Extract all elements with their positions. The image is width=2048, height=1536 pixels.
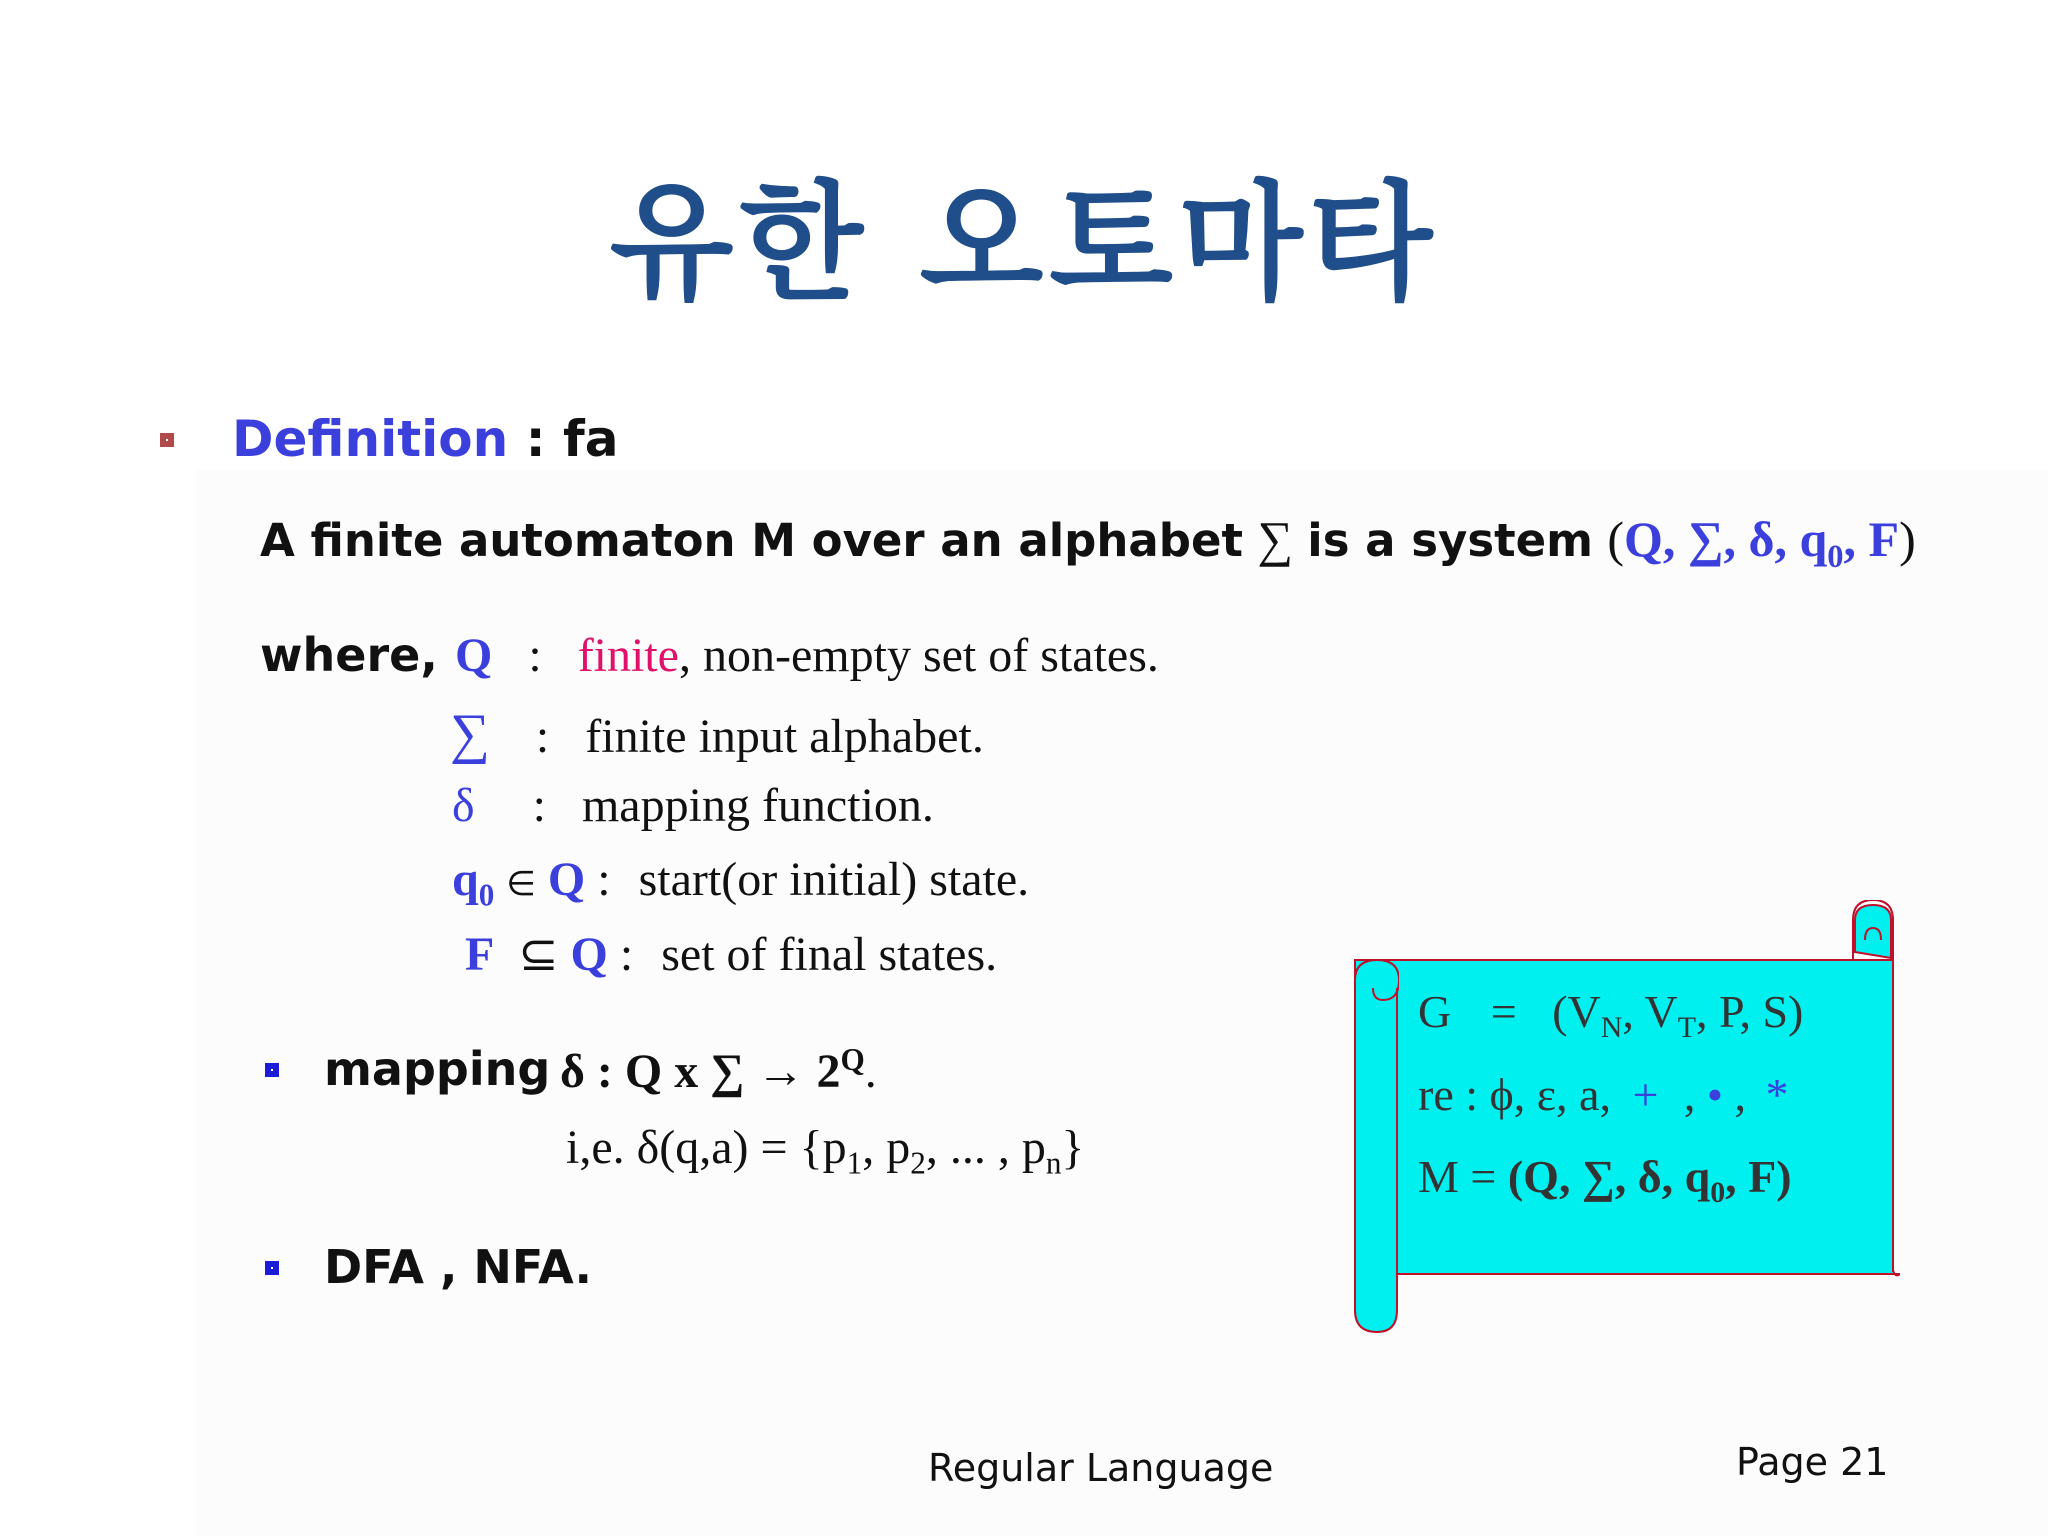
types-label: DFA , NFA. bbox=[324, 1240, 593, 1294]
formula-end: . bbox=[864, 1045, 877, 1098]
page-number: Page 21 bbox=[1736, 1440, 1889, 1484]
where-colon: : bbox=[597, 853, 611, 906]
where-item-q0 bbox=[452, 852, 1029, 914]
mapping-example bbox=[566, 1120, 1084, 1182]
ie-prefix: i,e. δ(q,a) = {p bbox=[566, 1121, 847, 1174]
re-comma2: , bbox=[1734, 1069, 1747, 1120]
definition-statement bbox=[260, 510, 1916, 576]
where-sym: Q bbox=[455, 629, 493, 682]
ie-p1: 1 bbox=[846, 1145, 863, 1181]
formula-sup: Q bbox=[840, 1042, 865, 1077]
g-open: (V bbox=[1552, 986, 1601, 1037]
ie-p2: 2 bbox=[910, 1145, 926, 1181]
g-vn-sub: N bbox=[1600, 1011, 1623, 1045]
m-tuple-wrap bbox=[1507, 1151, 1792, 1210]
ie-end: } bbox=[1061, 1121, 1085, 1174]
where-colon: : bbox=[619, 928, 634, 981]
mapping-formula bbox=[560, 1042, 877, 1099]
where-sym: q bbox=[452, 853, 479, 906]
formula-body: δ : Q x ∑ → 2 bbox=[560, 1045, 841, 1098]
where-set: Q bbox=[547, 853, 586, 906]
where-desc: , non-empty set of states. bbox=[678, 629, 1159, 682]
where-desc: finite input alphabet. bbox=[585, 710, 984, 763]
g-mid: , V bbox=[1622, 986, 1678, 1037]
statement-mid: is a system bbox=[1307, 514, 1594, 567]
definition-sep: : bbox=[525, 410, 546, 468]
where-item-sigma bbox=[450, 702, 984, 766]
where-set: Q bbox=[570, 928, 608, 981]
where-item-q bbox=[455, 628, 1159, 683]
tuple-end: , F bbox=[1843, 511, 1900, 567]
g-lhs: G bbox=[1418, 986, 1452, 1037]
ie-pn: n bbox=[1045, 1145, 1062, 1181]
where-desc: mapping function. bbox=[581, 779, 934, 832]
where-colon: : bbox=[528, 629, 542, 682]
where-rel: ∈ bbox=[506, 866, 536, 903]
where-sym: δ bbox=[452, 779, 475, 832]
bullet-square-icon bbox=[265, 1261, 279, 1275]
m-end: , F) bbox=[1725, 1151, 1792, 1202]
scroll-grammar bbox=[1418, 985, 1803, 1045]
re-label: re : ϕ, ε, a, bbox=[1418, 1069, 1611, 1120]
where-colon: : bbox=[532, 779, 546, 832]
where-item-f bbox=[465, 926, 997, 982]
definition-label: Definition bbox=[232, 410, 509, 468]
scroll-machine bbox=[1418, 1150, 1792, 1210]
statement-text: A finite automaton M over an alphabet bbox=[260, 514, 1244, 567]
scroll-regex bbox=[1418, 1068, 1789, 1121]
where-rel: ⊆ bbox=[518, 928, 559, 981]
re-plus: + bbox=[1632, 1069, 1659, 1120]
where-highlight: finite bbox=[577, 629, 679, 682]
m-tuple: (Q, ∑, δ, q bbox=[1507, 1151, 1711, 1202]
where-colon: : bbox=[535, 710, 550, 763]
where-desc: start(or initial) state. bbox=[638, 853, 1030, 906]
tuple-close: ) bbox=[1899, 511, 1916, 567]
mapping-label: mapping bbox=[324, 1042, 551, 1096]
definition-term: fa bbox=[563, 410, 619, 468]
bullet-square-icon bbox=[265, 1063, 279, 1077]
slide-title: 유한 오토마타 bbox=[609, 169, 1439, 318]
g-vt-sub: T bbox=[1677, 1011, 1696, 1045]
m-label: M = bbox=[1418, 1151, 1497, 1202]
g-end: , P, S) bbox=[1695, 986, 1804, 1037]
where-item-delta bbox=[452, 778, 934, 833]
m-sub: 0 bbox=[1710, 1176, 1726, 1210]
where-sub: 0 bbox=[478, 877, 495, 913]
ie-mid1: , p bbox=[862, 1121, 911, 1174]
re-comma1: , bbox=[1683, 1069, 1696, 1120]
where-sym: ∑ bbox=[450, 703, 490, 765]
where-desc: set of final states. bbox=[661, 928, 998, 981]
tuple-sub: 0 bbox=[1827, 539, 1844, 575]
statement-sigma: ∑ bbox=[1257, 511, 1293, 567]
definition-heading bbox=[232, 410, 619, 468]
re-star: * bbox=[1765, 1069, 1789, 1120]
ie-mid2: , ... , p bbox=[925, 1121, 1046, 1174]
bullet-square-icon bbox=[160, 433, 174, 447]
tuple-open: ( bbox=[1607, 511, 1624, 567]
g-eq: = bbox=[1490, 986, 1517, 1037]
where-sym: F bbox=[465, 928, 495, 981]
re-dot: • bbox=[1706, 1069, 1724, 1120]
tuple-body: Q, ∑, δ, q bbox=[1624, 511, 1828, 567]
footer-title: Regular Language bbox=[928, 1446, 1274, 1490]
where-label: where, bbox=[260, 628, 438, 682]
